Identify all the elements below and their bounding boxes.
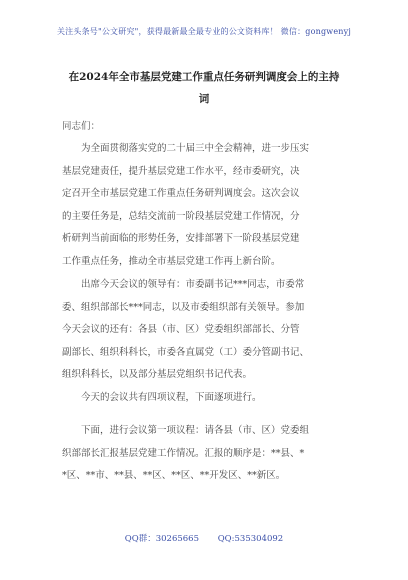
paragraph-line: 织部部长汇报基层党建工作情况。汇报的顺序是：**县、* [62, 447, 305, 459]
paragraph-line: 基层党建责任，提升基层党建工作水平，经市委研究，决 [62, 165, 300, 177]
paragraph-3 [62, 387, 354, 410]
document-title [50, 66, 358, 110]
paragraph-2 [62, 274, 354, 387]
title-line-1: 在2024年全市基层党建工作重点任务研判调度会上的主持 [68, 71, 340, 83]
header-note: 关注头条号"公文研究"，获得最新最全最专业的公文资料库！ 微信：gongwenyj [56, 27, 352, 36]
paragraph-line: 今天会议的还有：各县（市、区）党委组织部部长、分管 [62, 324, 300, 335]
footer-qq: QQ:535304092 [217, 534, 284, 544]
paragraph-line: 副部长、组织科科长，市委各直属党（工）委分管副书记、 [62, 346, 310, 358]
paragraph-line: 下面，进行会议第一项议程：请各县（市、区）党委组 [81, 425, 310, 436]
salutation: 同志们： [62, 121, 101, 132]
footer-qq-group: QQ群：30265665 [124, 534, 199, 544]
paragraph-line: 出席今天会议的领导有：市委副书记***同志，市委常 [81, 279, 305, 290]
paragraph-line: 工作重点任务，推动全市基层党建工作再上新台阶。 [62, 255, 281, 267]
paragraph-line: 的主要任务是，总结交流前一阶段基层党建工作情况，分 [62, 210, 300, 222]
paragraph-line: 定召开全市基层党建工作重点任务研判调度会。这次会议 [62, 188, 300, 199]
paragraph-line: *区、**市、**县、**区、**区、**开发区、**新区。 [62, 470, 286, 481]
footer-contact [0, 532, 408, 544]
title-line-2: 词 [198, 93, 210, 105]
paragraph-line: 析研判当前面临的形势任务，安排部署下一阶段基层党建 [62, 233, 300, 244]
paragraph-line: 委、组织部部长***同志，以及市委组织部有关领导。参加 [62, 301, 305, 313]
paragraph-1 [62, 138, 354, 273]
paragraph-4 [62, 420, 354, 488]
paragraph-line: 组织科科长，以及部分基层党组织书记代表。 [62, 369, 253, 380]
paragraph-line: 为全面贯彻落实党的二十届三中全会精神，进一步压实 [81, 143, 310, 154]
paragraph-line: 今天的会议共有四项议程，下面逐项进行。 [81, 392, 262, 403]
